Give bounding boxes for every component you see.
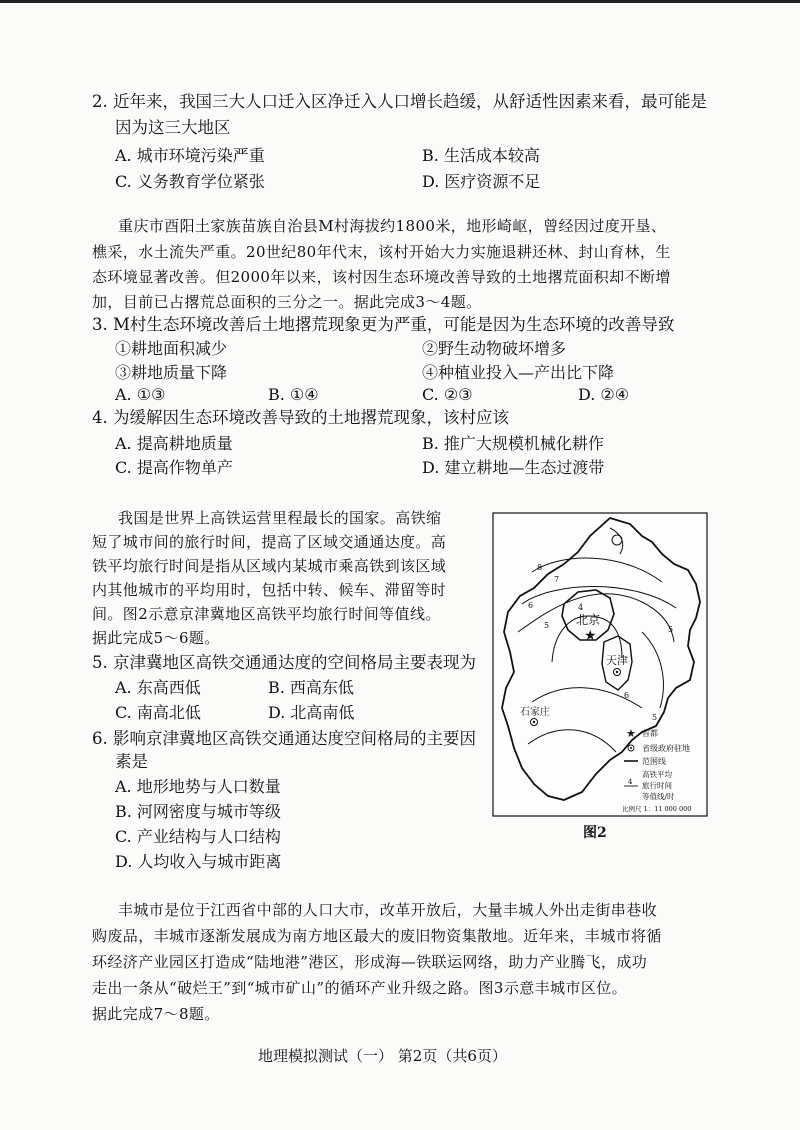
figure-caption: 图2 [583, 825, 607, 841]
legend-contour-label-3: 等值线/时 [642, 792, 675, 801]
passage1-line3: 态环境显著改善。但2000年以来，该村因生态环境改善导致的土地撂荒面积却不断增 [92, 268, 671, 286]
legend-boundary-label: 范围线 [642, 757, 666, 766]
q4-option-a: A. 提高耕地质量 [115, 434, 233, 453]
q3-option-b: B. ①④ [268, 385, 319, 404]
q4-option-b: B. 推广大规模机械化耕作 [422, 434, 604, 453]
page-top-border [0, 0, 800, 3]
city-label-beijing: 北京 [576, 613, 601, 627]
contour-label: 5 [652, 713, 658, 722]
q3-statement-2: ②野生动物破坏增多 [422, 339, 567, 358]
q3-statement-3: ③耕地质量下降 [115, 363, 228, 382]
contour-label: 6 [624, 691, 630, 700]
q3-statement-1: ①耕地面积减少 [115, 339, 228, 358]
q6-stem-line2: 素是 [115, 752, 148, 771]
passage3-line5: 据此完成7～8题。 [92, 1005, 220, 1023]
capital-star-icon: ★ [584, 628, 597, 644]
passage2-line4: 内其他城市的平均用时，包括中转、候车、滞留等时 [92, 581, 447, 599]
q4-stem: 4. 为缓解因生态环境改善导致的土地撂荒现象，该村应该 [92, 408, 509, 427]
q6-stem-line1: 6. 影响京津冀地区高铁交通通达度空间格局的主要因 [92, 729, 476, 748]
q3-option-a: A. ①③ [115, 385, 166, 404]
q6-option-c: C. 产业结构与人口结构 [115, 827, 281, 846]
page-footer: 地理模拟测试（一） 第2页（共6页） [258, 1047, 507, 1065]
q5-option-d: D. 北高南低 [268, 703, 355, 722]
q6-option-a: A. 地形地势与人口数量 [115, 777, 281, 796]
passage2-line1: 我国是世界上高铁运营里程最长的国家。高铁缩 [118, 509, 442, 527]
provincial-capital-icon-dot [533, 721, 535, 723]
contour-label: 8 [537, 563, 543, 572]
passage1-line2: 樵采，水土流失严重。20世纪80年代末，该村开始大力实施退耕还林、封山育林，生 [92, 243, 671, 261]
contour-label: 6 [528, 601, 534, 610]
q6-option-b: B. 河网密度与城市等级 [115, 802, 281, 821]
legend-contour-sample: 4 [628, 778, 633, 786]
legend-provincial-label: 省级政府驻地 [642, 744, 690, 753]
q3-statement-4: ④种植业投入—产出比下降 [422, 363, 615, 382]
q5-option-b: B. 西高东低 [268, 678, 354, 697]
legend-provincial-icon-dot [630, 747, 632, 749]
passage3-line2: 购废品，丰城市逐渐发展成为南方地区最大的废旧物资集散地。近年来，丰城市将循 [92, 927, 662, 945]
legend-scale: 比例尺 1：11 000 000 [622, 805, 692, 813]
q6-option-d: D. 人均收入与城市距离 [115, 852, 282, 871]
passage2-line6: 据此完成5～6题。 [92, 629, 220, 647]
q2-option-a: A. 城市环境污染严重 [115, 146, 265, 165]
city-label-tianjin: 天津 [606, 654, 628, 667]
passage2-line3: 铁平均旅行时间是指从区域内某城市乘高铁到该区域 [92, 557, 447, 575]
passage2-line5: 间。图2示意京津冀地区高铁平均旅行时间等值线。 [92, 605, 441, 623]
legend-capital-label: 首都 [642, 729, 658, 738]
contour-label: 4 [578, 603, 584, 612]
passage1-line4: 加，目前已占撂荒总面积的三分之一。据此完成3～4题。 [92, 293, 482, 311]
q3-stem: 3. M村生态环境改善后土地撂荒现象更为严重，可能是因为生态环境的改善导致 [92, 315, 675, 334]
q2-option-b: B. 生活成本较高 [422, 146, 540, 165]
city-label-shijiazhuang: 石家庄 [520, 707, 550, 718]
q4-option-c: C. 提高作物单产 [115, 458, 233, 477]
q4-option-d: D. 建立耕地—生态过渡带 [422, 458, 605, 477]
legend-contour-label-2: 旅行时间 [642, 781, 672, 790]
beijing-tianjin-hebei-map [492, 512, 708, 817]
q2-option-c: C. 义务教育学位紧张 [115, 172, 265, 191]
passage3-line1: 丰城市是位于江西省中部的人口大市，改革开放后，大量丰城人外出走街串巷收 [118, 901, 658, 919]
passage1-line1: 重庆市酉阳土家族苗族自治县M村海拔约1800米，地形崎岖，曾经因过度开垦、 [118, 217, 667, 235]
q3-option-c: C. ②③ [422, 385, 473, 404]
passage2-line2: 短了城市间的旅行时间，提高了区域交通通达度。高 [92, 533, 447, 551]
passage3-line4: 走出一条从“破烂王”到“城市矿山”的循环产业升级之路。图3示意丰城市区位。 [92, 979, 628, 997]
contour-label: 7 [554, 575, 560, 584]
provincial-capital-icon-dot [616, 671, 618, 673]
q2-option-d: D. 医疗资源不足 [422, 172, 541, 191]
q5-option-a: A. 东高西低 [115, 678, 201, 697]
passage3-line3: 环经济产业园区打造成“陆地港”港区，形成海—铁联运网络，助力产业腾飞，成功 [92, 953, 648, 971]
legend-contour-label-1: 高铁平均 [642, 770, 672, 779]
q2-stem-line1: 2. 近年来，我国三大人口迁入区净迁入人口增长趋缓，从舒适性因素来看，最可能是 [92, 92, 707, 111]
q2-stem-line2: 因为这三大地区 [115, 118, 231, 137]
q5-stem: 5. 京津冀地区高铁交通通达度的空间格局主要表现为 [92, 653, 476, 672]
contour-label: 5 [668, 625, 674, 634]
contour-label: 5 [544, 621, 550, 630]
q3-option-d: D. ②④ [578, 385, 630, 404]
q5-option-c: C. 南高北低 [115, 703, 201, 722]
legend-capital-star-icon: ★ [626, 727, 636, 740]
